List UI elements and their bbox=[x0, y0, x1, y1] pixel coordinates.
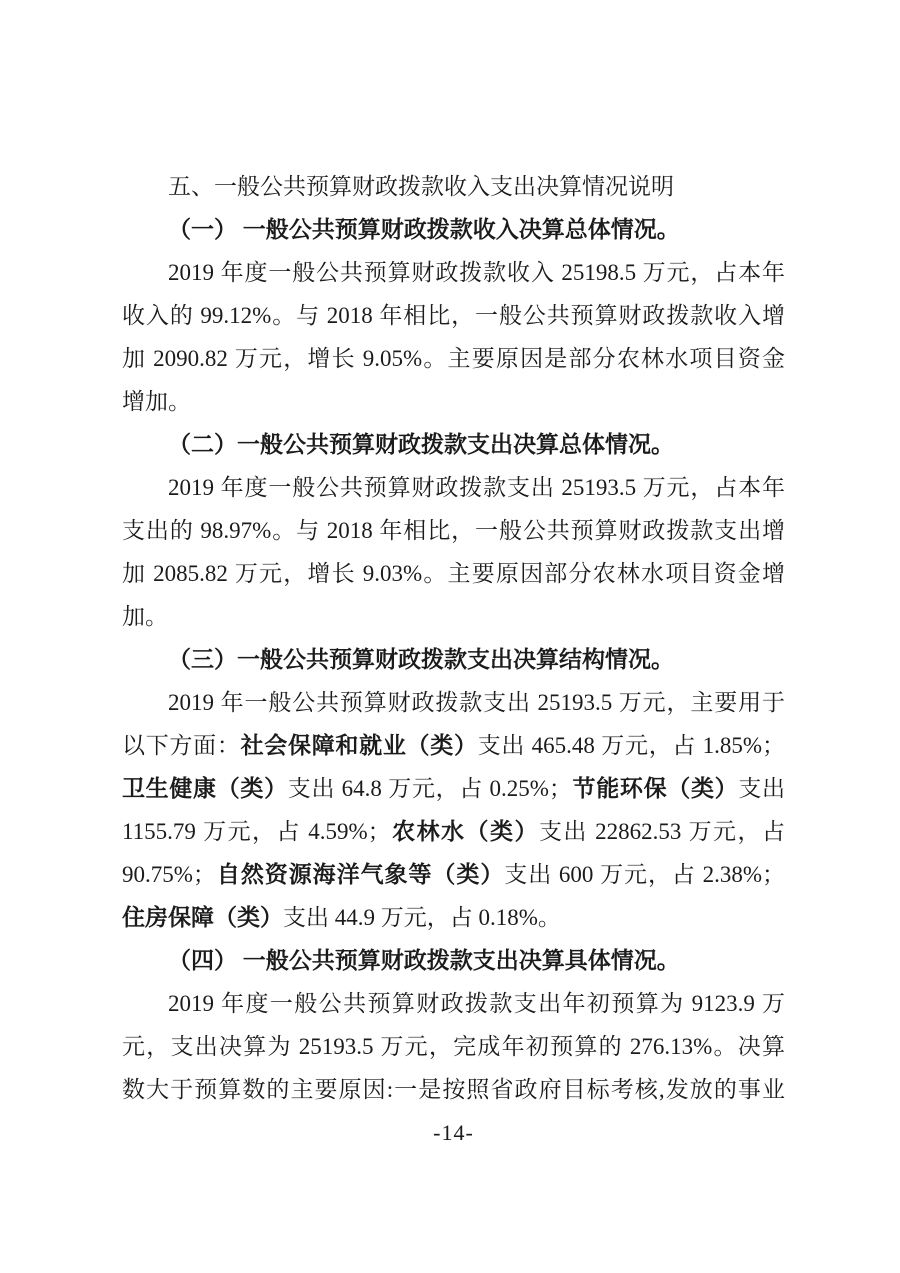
bold-text-segment: 农林水（类） bbox=[390, 819, 539, 844]
bold-text-segment: 卫生健康（类） bbox=[122, 776, 288, 801]
section-heading-line bbox=[122, 208, 785, 251]
text-segment: 元，支出决算为 25193.5 万元，完成年初预算的 276.13%。决算 bbox=[122, 1034, 785, 1059]
bold-text-segment: （一） 一般公共预算财政拨款收入决算总体情况。 bbox=[168, 217, 680, 242]
text-line bbox=[122, 724, 785, 767]
text-segment: 支出 64.8 万元，占 0.25%； bbox=[287, 776, 572, 801]
page-number: -14- bbox=[433, 1120, 474, 1145]
text-line bbox=[122, 853, 785, 896]
text-line bbox=[122, 681, 785, 724]
section-heading-line bbox=[122, 423, 785, 466]
text-line bbox=[122, 294, 785, 337]
text-segment: 2019 年度一般公共预算财政拨款收入 25198.5 万元，占本年 bbox=[168, 260, 785, 285]
text-segment: 支出的 98.97%。与 2018 年相比，一般公共预算财政拨款支出增 bbox=[122, 518, 785, 543]
text-segment: 支出 465.48 万元，占 1.85%； bbox=[477, 733, 785, 758]
text-segment: 2019 年度一般公共预算财政拨款支出年初预算为 9123.9 万 bbox=[168, 991, 785, 1016]
text-segment: 数大于预算数的主要原因:一是按照省政府目标考核,发放的事业 bbox=[122, 1077, 785, 1102]
bold-text-segment: （四） 一般公共预算财政拨款支出决算具体情况。 bbox=[168, 948, 680, 973]
text-line bbox=[122, 251, 785, 294]
text-line bbox=[122, 595, 785, 638]
text-line bbox=[122, 509, 785, 552]
text-segment: 加 2090.82 万元，增长 9.05%。主要原因是部分农林水项目资金 bbox=[122, 346, 785, 371]
page-footer bbox=[122, 1118, 785, 1148]
text-segment: 以下方面： bbox=[122, 733, 241, 758]
text-line bbox=[122, 896, 785, 939]
bold-text-segment: 社会保障和就业（类） bbox=[240, 733, 478, 758]
text-line bbox=[122, 1068, 785, 1111]
text-line bbox=[122, 1025, 785, 1068]
text-line bbox=[122, 552, 785, 595]
text-segment: 2019 年一般公共预算财政拨款支出 25193.5 万元，主要用于 bbox=[168, 690, 785, 715]
bold-text-segment: （二）一般公共预算财政拨款支出决算总体情况。 bbox=[168, 432, 674, 457]
text-segment: 加 2085.82 万元，增长 9.03%。主要原因部分农林水项目资金增 bbox=[122, 561, 785, 586]
text-line bbox=[122, 982, 785, 1025]
text-segment: 90.75%； bbox=[122, 862, 216, 887]
text-line bbox=[122, 767, 785, 810]
section-heading-line bbox=[122, 638, 785, 681]
text-segment: 增加。 bbox=[122, 389, 191, 414]
text-segment: 五、一般公共预算财政拨款收入支出决算情况说明 bbox=[168, 174, 674, 199]
bold-text-segment: 住房保障（类） bbox=[122, 905, 283, 930]
bold-text-segment: 节能环保（类） bbox=[571, 776, 739, 801]
text-line bbox=[122, 810, 785, 853]
text-line bbox=[122, 380, 785, 423]
text-segment: 收入的 99.12%。与 2018 年相比，一般公共预算财政拨款收入增 bbox=[122, 303, 785, 328]
text-segment: 2019 年度一般公共预算财政拨款支出 25193.5 万元，占本年 bbox=[168, 475, 785, 500]
text-segment: 支出 bbox=[738, 776, 785, 801]
document-body bbox=[122, 165, 785, 1111]
section-heading-line bbox=[122, 939, 785, 982]
bold-text-segment: （三）一般公共预算财政拨款支出决算结构情况。 bbox=[168, 647, 674, 672]
text-segment: 支出 44.9 万元，占 0.18%。 bbox=[283, 905, 561, 930]
text-segment: 1155.79 万元，占 4.59%； bbox=[122, 819, 391, 844]
text-line bbox=[122, 337, 785, 380]
bold-text-segment: 自然资源海洋气象等（类） bbox=[215, 862, 505, 887]
text-line bbox=[122, 466, 785, 509]
text-segment: 加。 bbox=[122, 604, 168, 629]
text-segment: 支出 600 万元，占 2.38%； bbox=[504, 862, 785, 887]
text-line bbox=[122, 165, 785, 208]
text-segment: 支出 22862.53 万元，占 bbox=[538, 819, 785, 844]
